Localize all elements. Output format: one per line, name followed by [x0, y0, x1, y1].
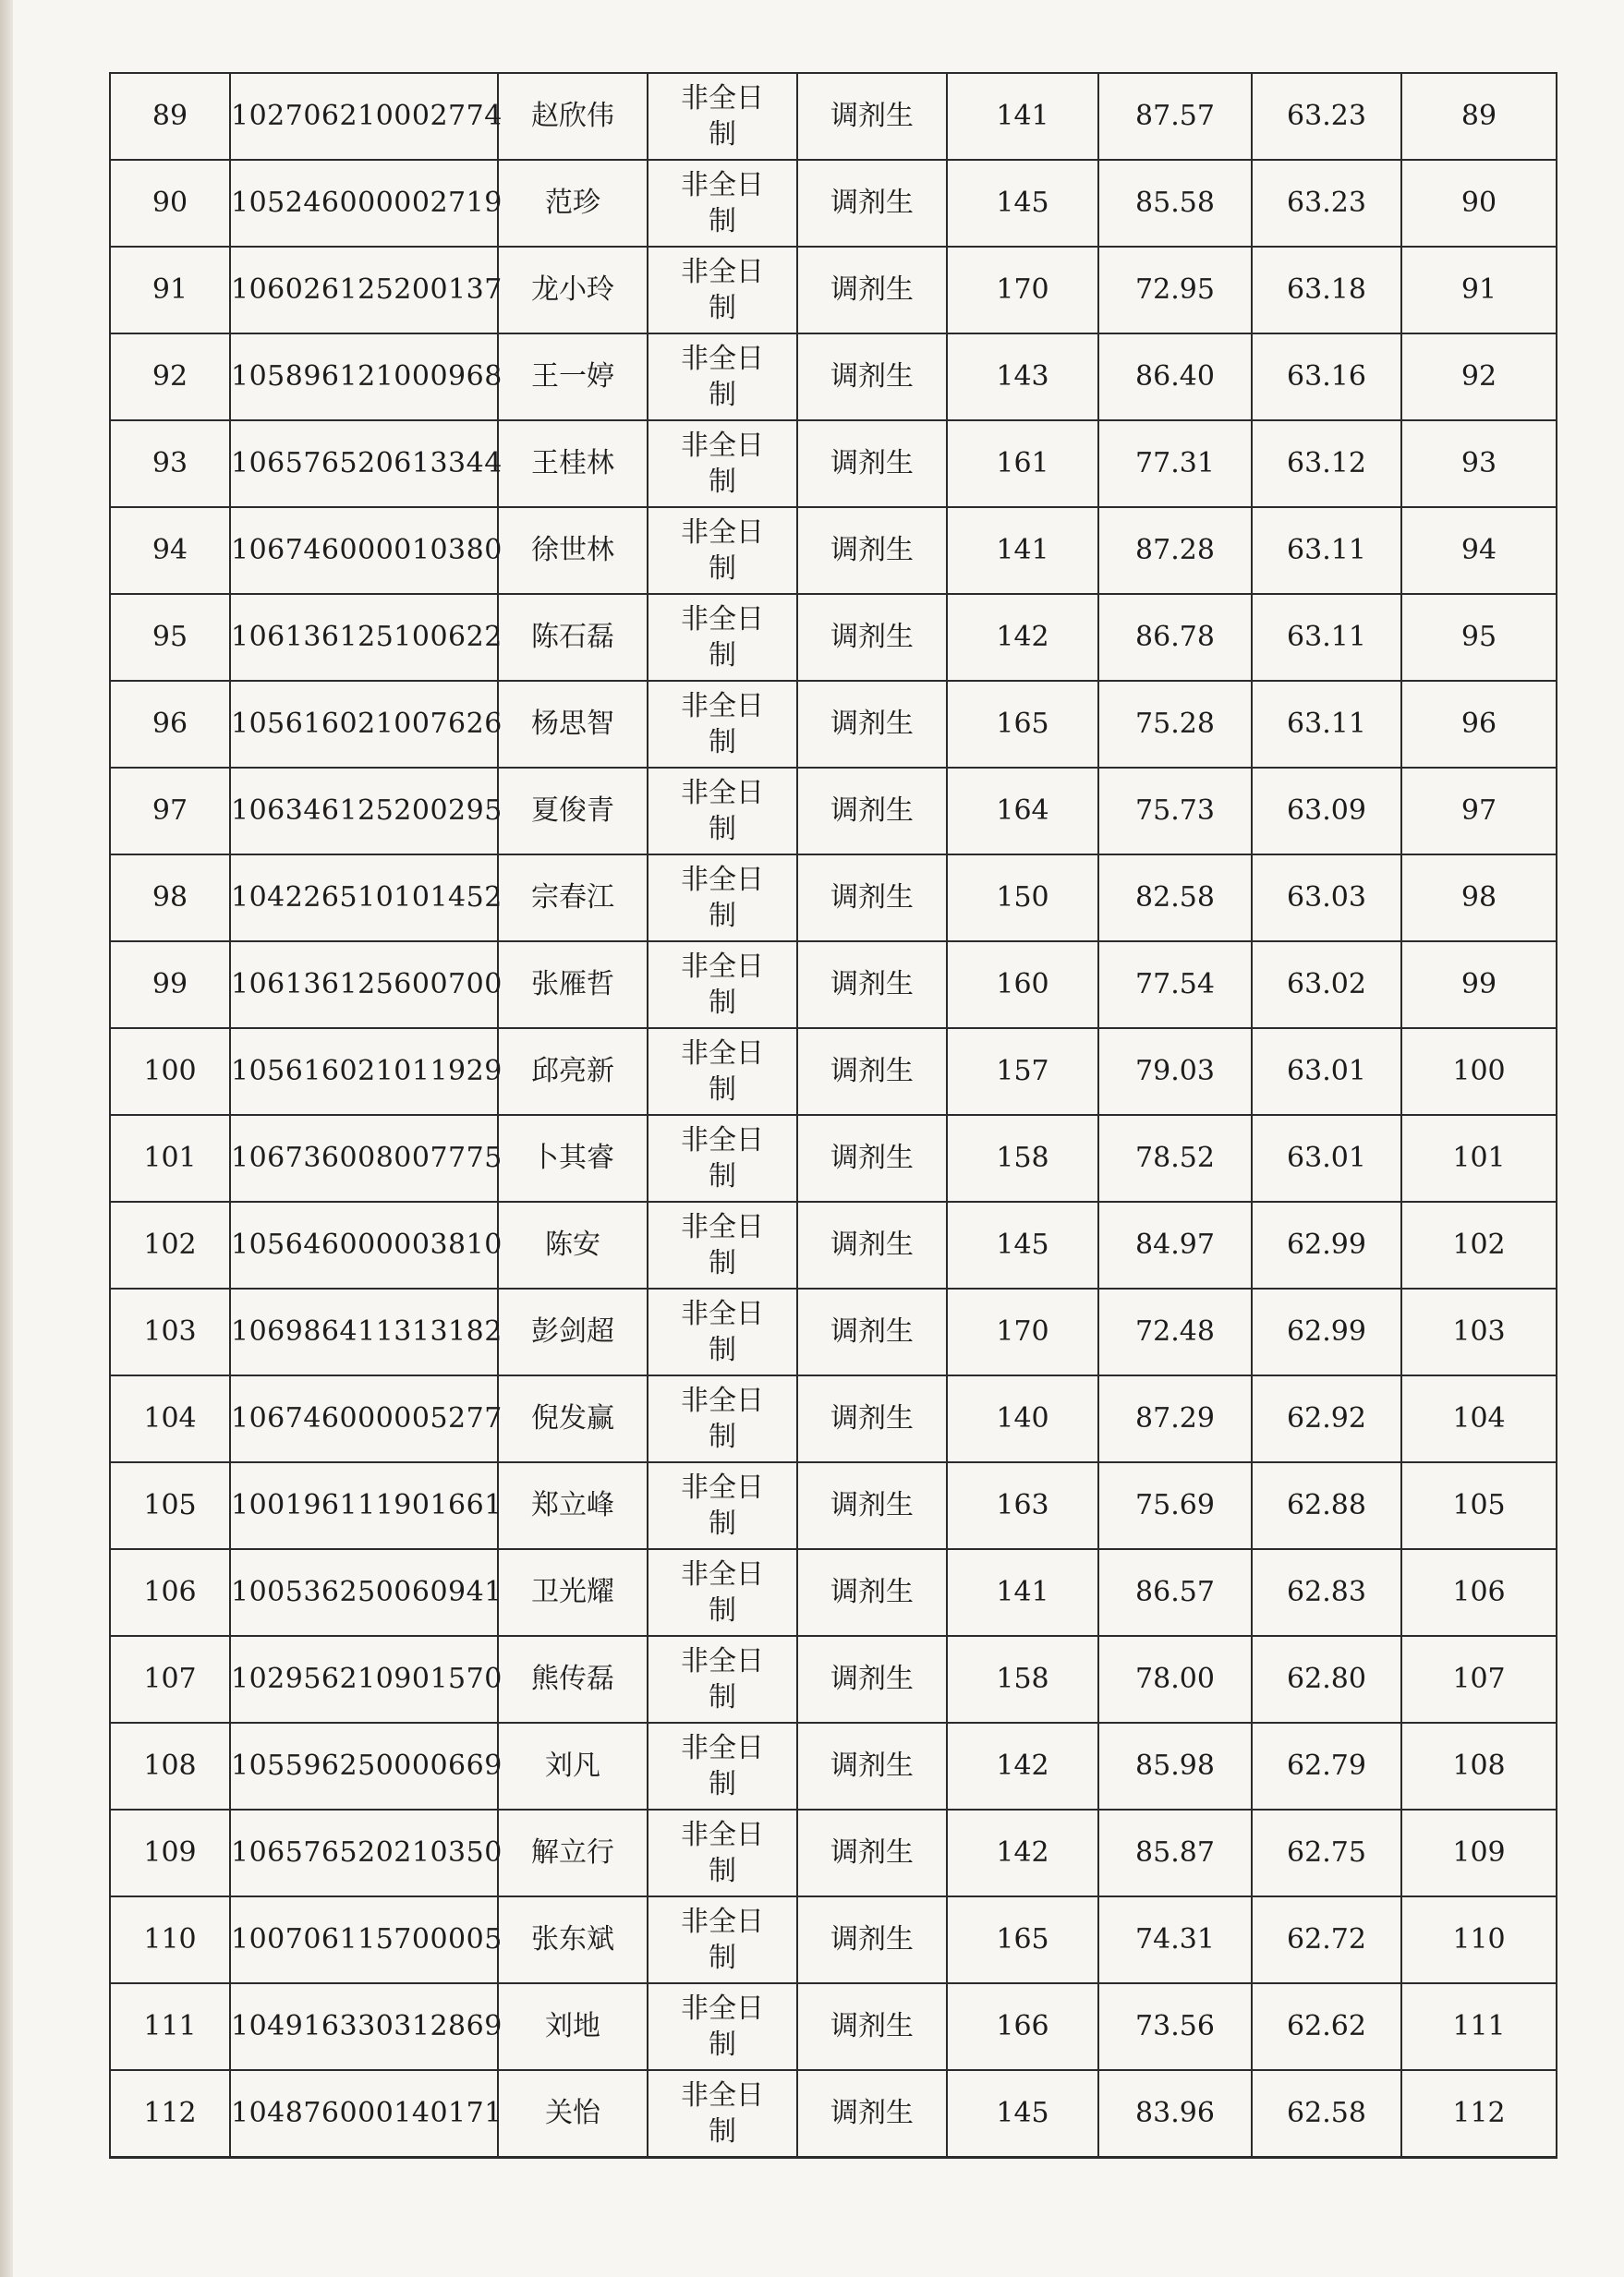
seq-cell: 112	[110, 2070, 230, 2158]
exam-id-cell: 106736008007775	[230, 1115, 498, 1202]
total-score-cell: 142	[947, 594, 1098, 681]
study-mode-line2: 制	[709, 2115, 736, 2148]
name-cell: 刘凡	[498, 1723, 648, 1810]
study-mode-line1: 非全日	[681, 864, 764, 896]
category-cell: 调剂生	[797, 1375, 947, 1462]
table-body	[110, 73, 1557, 2158]
category-cell: 调剂生	[797, 1549, 947, 1636]
total-score-cell: 158	[947, 1115, 1098, 1202]
study-mode-cell	[648, 1115, 797, 1202]
exam-id-cell: 105596250000669	[230, 1723, 498, 1810]
table-row	[110, 420, 1557, 507]
score-b-cell: 62.88	[1252, 1462, 1401, 1549]
exam-id-cell: 106026125200137	[230, 247, 498, 333]
seq-cell: 110	[110, 1896, 230, 1983]
seq-cell: 101	[110, 1115, 230, 1202]
seq-cell: 98	[110, 854, 230, 941]
score-b-cell: 62.79	[1252, 1723, 1401, 1810]
score-a-cell: 86.57	[1098, 1549, 1252, 1636]
study-mode-line1: 非全日	[681, 343, 764, 375]
study-mode-line2: 制	[709, 639, 736, 672]
score-b-cell: 63.01	[1252, 1028, 1401, 1115]
score-a-cell: 77.54	[1098, 941, 1252, 1028]
score-a-cell: 72.95	[1098, 247, 1252, 333]
table-row	[110, 1289, 1557, 1375]
rank-cell: 110	[1401, 1896, 1557, 1983]
total-score-cell: 170	[947, 247, 1098, 333]
rank-cell: 93	[1401, 420, 1557, 507]
rank-cell: 91	[1401, 247, 1557, 333]
score-b-cell: 62.83	[1252, 1549, 1401, 1636]
study-mode-line1: 非全日	[681, 1992, 764, 2025]
table-row	[110, 854, 1557, 941]
study-mode-cell	[648, 73, 797, 160]
total-score-cell: 165	[947, 1896, 1098, 1983]
study-mode-line2: 制	[709, 1160, 736, 1193]
name-cell: 熊传磊	[498, 1636, 648, 1723]
category-cell: 调剂生	[797, 1810, 947, 1896]
seq-cell: 111	[110, 1983, 230, 2070]
seq-cell: 92	[110, 333, 230, 420]
study-mode-cell	[648, 1289, 797, 1375]
score-a-cell: 82.58	[1098, 854, 1252, 941]
total-score-cell: 170	[947, 1289, 1098, 1375]
seq-cell: 107	[110, 1636, 230, 1723]
table-row	[110, 1983, 1557, 2070]
study-mode-line2: 制	[709, 1421, 736, 1453]
name-cell: 解立行	[498, 1810, 648, 1896]
rank-cell: 100	[1401, 1028, 1557, 1115]
name-cell: 杨思智	[498, 681, 648, 768]
study-mode-line1: 非全日	[681, 1732, 764, 1764]
exam-id-cell: 106746000005277	[230, 1375, 498, 1462]
table-row	[110, 160, 1557, 247]
total-score-cell: 140	[947, 1375, 1098, 1462]
score-a-cell: 73.56	[1098, 1983, 1252, 2070]
rank-cell: 109	[1401, 1810, 1557, 1896]
rank-cell: 95	[1401, 594, 1557, 681]
table-row	[110, 1549, 1557, 1636]
seq-cell: 91	[110, 247, 230, 333]
study-mode-line2: 制	[709, 1073, 736, 1106]
rank-cell: 108	[1401, 1723, 1557, 1810]
table-row	[110, 2070, 1557, 2158]
seq-cell: 103	[110, 1289, 230, 1375]
exam-id-cell: 100536250060941	[230, 1549, 498, 1636]
score-a-cell: 74.31	[1098, 1896, 1252, 1983]
study-mode-cell	[648, 507, 797, 594]
study-mode-line1: 非全日	[681, 169, 764, 201]
total-score-cell: 141	[947, 507, 1098, 594]
category-cell: 调剂生	[797, 594, 947, 681]
study-mode-line1: 非全日	[681, 603, 764, 636]
study-mode-cell	[648, 1810, 797, 1896]
score-b-cell: 62.58	[1252, 2070, 1401, 2158]
score-b-cell: 63.23	[1252, 160, 1401, 247]
study-mode-cell	[648, 1462, 797, 1549]
seq-cell: 104	[110, 1375, 230, 1462]
rank-cell: 105	[1401, 1462, 1557, 1549]
category-cell: 调剂生	[797, 73, 947, 160]
total-score-cell: 141	[947, 1549, 1098, 1636]
category-cell: 调剂生	[797, 1115, 947, 1202]
seq-cell: 89	[110, 73, 230, 160]
score-a-cell: 87.28	[1098, 507, 1252, 594]
table-row	[110, 333, 1557, 420]
score-b-cell: 63.18	[1252, 247, 1401, 333]
study-mode-line2: 制	[709, 205, 736, 237]
name-cell: 范珍	[498, 160, 648, 247]
seq-cell: 109	[110, 1810, 230, 1896]
score-b-cell: 62.62	[1252, 1983, 1401, 2070]
study-mode-line1: 非全日	[681, 1037, 764, 1070]
score-b-cell: 63.11	[1252, 681, 1401, 768]
page-binding-edge	[0, 0, 13, 2277]
study-mode-cell	[648, 1723, 797, 1810]
study-mode-line1: 非全日	[681, 1211, 764, 1243]
name-cell: 倪发赢	[498, 1375, 648, 1462]
table-row	[110, 1202, 1557, 1289]
total-score-cell: 165	[947, 681, 1098, 768]
study-mode-line2: 制	[709, 813, 736, 845]
study-mode-cell	[648, 1028, 797, 1115]
score-b-cell: 62.80	[1252, 1636, 1401, 1723]
category-cell: 调剂生	[797, 1896, 947, 1983]
name-cell: 刘地	[498, 1983, 648, 2070]
table-row	[110, 594, 1557, 681]
total-score-cell: 142	[947, 1810, 1098, 1896]
category-cell: 调剂生	[797, 1462, 947, 1549]
total-score-cell: 145	[947, 2070, 1098, 2158]
total-score-cell: 161	[947, 420, 1098, 507]
name-cell: 赵欣伟	[498, 73, 648, 160]
study-mode-line2: 制	[709, 1855, 736, 1887]
exam-id-cell: 100196111901661	[230, 1462, 498, 1549]
study-mode-cell	[648, 1202, 797, 1289]
study-mode-line2: 制	[709, 552, 736, 585]
name-cell: 卫光耀	[498, 1549, 648, 1636]
study-mode-cell	[648, 333, 797, 420]
name-cell: 宗春江	[498, 854, 648, 941]
study-mode-line2: 制	[709, 118, 736, 151]
rank-cell: 107	[1401, 1636, 1557, 1723]
total-score-cell: 164	[947, 768, 1098, 854]
rank-cell: 103	[1401, 1289, 1557, 1375]
study-mode-line2: 制	[709, 1508, 736, 1540]
category-cell: 调剂生	[797, 941, 947, 1028]
total-score-cell: 145	[947, 160, 1098, 247]
exam-id-cell: 105646000003810	[230, 1202, 498, 1289]
study-mode-cell	[648, 768, 797, 854]
name-cell: 王桂林	[498, 420, 648, 507]
table-row	[110, 507, 1557, 594]
study-mode-line1: 非全日	[681, 1645, 764, 1677]
study-mode-line2: 制	[709, 379, 736, 411]
category-cell: 调剂生	[797, 1636, 947, 1723]
score-b-cell: 62.99	[1252, 1202, 1401, 1289]
score-a-cell: 84.97	[1098, 1202, 1252, 1289]
seq-cell: 96	[110, 681, 230, 768]
seq-cell: 95	[110, 594, 230, 681]
table-row	[110, 1723, 1557, 1810]
score-a-cell: 86.40	[1098, 333, 1252, 420]
seq-cell: 94	[110, 507, 230, 594]
study-mode-line1: 非全日	[681, 1558, 764, 1591]
study-mode-line2: 制	[709, 1681, 736, 1714]
table-row	[110, 1462, 1557, 1549]
study-mode-cell	[648, 1896, 797, 1983]
study-mode-cell	[648, 941, 797, 1028]
study-mode-line1: 非全日	[681, 1124, 764, 1157]
exam-id-cell: 100706115700005	[230, 1896, 498, 1983]
rank-cell: 98	[1401, 854, 1557, 941]
exam-id-cell: 106746000010380	[230, 507, 498, 594]
name-cell: 邱亮新	[498, 1028, 648, 1115]
study-mode-line2: 制	[709, 1334, 736, 1366]
study-mode-line1: 非全日	[681, 1472, 764, 1504]
table-row	[110, 1810, 1557, 1896]
study-mode-cell	[648, 160, 797, 247]
study-mode-line1: 非全日	[681, 951, 764, 983]
total-score-cell: 160	[947, 941, 1098, 1028]
study-mode-cell	[648, 420, 797, 507]
exam-id-cell: 105896121000968	[230, 333, 498, 420]
exam-id-cell: 106576520210350	[230, 1810, 498, 1896]
study-mode-line1: 非全日	[681, 1298, 764, 1330]
rank-cell: 89	[1401, 73, 1557, 160]
score-b-cell: 62.75	[1252, 1810, 1401, 1896]
exam-id-cell: 106136125600700	[230, 941, 498, 1028]
score-a-cell: 72.48	[1098, 1289, 1252, 1375]
admission-score-table	[109, 72, 1557, 2159]
table-row	[110, 941, 1557, 1028]
score-b-cell: 62.99	[1252, 1289, 1401, 1375]
score-b-cell: 63.23	[1252, 73, 1401, 160]
rank-cell: 92	[1401, 333, 1557, 420]
score-a-cell: 77.31	[1098, 420, 1252, 507]
exam-id-cell: 106576520613344	[230, 420, 498, 507]
score-b-cell: 63.09	[1252, 768, 1401, 854]
seq-cell: 106	[110, 1549, 230, 1636]
score-b-cell: 63.11	[1252, 594, 1401, 681]
score-a-cell: 83.96	[1098, 2070, 1252, 2158]
name-cell: 陈石磊	[498, 594, 648, 681]
exam-id-cell: 106986411313182	[230, 1289, 498, 1375]
exam-id-cell: 106346125200295	[230, 768, 498, 854]
study-mode-line1: 非全日	[681, 777, 764, 809]
exam-id-cell: 105246000002719	[230, 160, 498, 247]
study-mode-cell	[648, 1375, 797, 1462]
rank-cell: 111	[1401, 1983, 1557, 2070]
category-cell: 调剂生	[797, 1983, 947, 2070]
study-mode-line1: 非全日	[681, 690, 764, 722]
study-mode-cell	[648, 854, 797, 941]
score-a-cell: 75.69	[1098, 1462, 1252, 1549]
score-b-cell: 63.11	[1252, 507, 1401, 594]
rank-cell: 101	[1401, 1115, 1557, 1202]
table-row	[110, 768, 1557, 854]
category-cell: 调剂生	[797, 1028, 947, 1115]
seq-cell: 97	[110, 768, 230, 854]
study-mode-line1: 非全日	[681, 516, 764, 549]
name-cell: 张东斌	[498, 1896, 648, 1983]
study-mode-cell	[648, 681, 797, 768]
seq-cell: 100	[110, 1028, 230, 1115]
name-cell: 夏俊青	[498, 768, 648, 854]
table-row	[110, 1896, 1557, 1983]
seq-cell: 105	[110, 1462, 230, 1549]
total-score-cell: 145	[947, 1202, 1098, 1289]
score-a-cell: 85.58	[1098, 160, 1252, 247]
rank-cell: 104	[1401, 1375, 1557, 1462]
rank-cell: 106	[1401, 1549, 1557, 1636]
score-a-cell: 78.52	[1098, 1115, 1252, 1202]
name-cell: 关怡	[498, 2070, 648, 2158]
study-mode-line2: 制	[709, 292, 736, 324]
exam-id-cell: 102706210002774	[230, 73, 498, 160]
study-mode-line2: 制	[709, 2029, 736, 2061]
rank-cell: 102	[1401, 1202, 1557, 1289]
rank-cell: 112	[1401, 2070, 1557, 2158]
name-cell: 张雁哲	[498, 941, 648, 1028]
study-mode-cell	[648, 1636, 797, 1723]
exam-id-cell: 102956210901570	[230, 1636, 498, 1723]
total-score-cell: 141	[947, 73, 1098, 160]
total-score-cell: 157	[947, 1028, 1098, 1115]
score-a-cell: 75.73	[1098, 768, 1252, 854]
score-a-cell: 78.00	[1098, 1636, 1252, 1723]
study-mode-line1: 非全日	[681, 1819, 764, 1851]
category-cell: 调剂生	[797, 333, 947, 420]
score-b-cell: 63.16	[1252, 333, 1401, 420]
study-mode-cell	[648, 1983, 797, 2070]
seq-cell: 108	[110, 1723, 230, 1810]
table-row	[110, 1636, 1557, 1723]
table-row	[110, 1028, 1557, 1115]
seq-cell: 99	[110, 941, 230, 1028]
name-cell: 龙小玲	[498, 247, 648, 333]
name-cell: 徐世林	[498, 507, 648, 594]
exam-id-cell: 104226510101452	[230, 854, 498, 941]
seq-cell: 102	[110, 1202, 230, 1289]
study-mode-line1: 非全日	[681, 82, 764, 115]
exam-id-cell: 104916330312869	[230, 1983, 498, 2070]
category-cell: 调剂生	[797, 1202, 947, 1289]
score-b-cell: 63.03	[1252, 854, 1401, 941]
study-mode-line2: 制	[709, 987, 736, 1019]
study-mode-line1: 非全日	[681, 1906, 764, 1938]
category-cell: 调剂生	[797, 1289, 947, 1375]
total-score-cell: 158	[947, 1636, 1098, 1723]
exam-id-cell: 105616021007626	[230, 681, 498, 768]
study-mode-line1: 非全日	[681, 1385, 764, 1417]
study-mode-line2: 制	[709, 1594, 736, 1627]
category-cell: 调剂生	[797, 420, 947, 507]
category-cell: 调剂生	[797, 247, 947, 333]
score-a-cell: 86.78	[1098, 594, 1252, 681]
score-a-cell: 85.98	[1098, 1723, 1252, 1810]
study-mode-line1: 非全日	[681, 256, 764, 288]
seq-cell: 93	[110, 420, 230, 507]
category-cell: 调剂生	[797, 1723, 947, 1810]
study-mode-line2: 制	[709, 900, 736, 932]
seq-cell: 90	[110, 160, 230, 247]
score-a-cell: 87.29	[1098, 1375, 1252, 1462]
category-cell: 调剂生	[797, 160, 947, 247]
rank-cell: 90	[1401, 160, 1557, 247]
name-cell: 王一婷	[498, 333, 648, 420]
total-score-cell: 142	[947, 1723, 1098, 1810]
study-mode-cell	[648, 1549, 797, 1636]
table-row	[110, 1115, 1557, 1202]
study-mode-line2: 制	[709, 1942, 736, 1974]
score-b-cell: 63.02	[1252, 941, 1401, 1028]
score-a-cell: 75.28	[1098, 681, 1252, 768]
rank-cell: 94	[1401, 507, 1557, 594]
study-mode-cell	[648, 2070, 797, 2158]
exam-id-cell: 105616021011929	[230, 1028, 498, 1115]
study-mode-line2: 制	[709, 1247, 736, 1279]
score-a-cell: 79.03	[1098, 1028, 1252, 1115]
name-cell: 郑立峰	[498, 1462, 648, 1549]
score-b-cell: 62.92	[1252, 1375, 1401, 1462]
total-score-cell: 143	[947, 333, 1098, 420]
score-b-cell: 63.12	[1252, 420, 1401, 507]
total-score-cell: 166	[947, 1983, 1098, 2070]
score-a-cell: 85.87	[1098, 1810, 1252, 1896]
name-cell: 彭剑超	[498, 1289, 648, 1375]
exam-id-cell: 106136125100622	[230, 594, 498, 681]
name-cell: 卜其睿	[498, 1115, 648, 1202]
exam-id-cell: 104876000140171	[230, 2070, 498, 2158]
table-row	[110, 681, 1557, 768]
study-mode-cell	[648, 594, 797, 681]
rank-cell: 99	[1401, 941, 1557, 1028]
category-cell: 调剂生	[797, 507, 947, 594]
rank-cell: 97	[1401, 768, 1557, 854]
study-mode-cell	[648, 247, 797, 333]
study-mode-line2: 制	[709, 1768, 736, 1800]
table-row	[110, 73, 1557, 160]
total-score-cell: 150	[947, 854, 1098, 941]
category-cell: 调剂生	[797, 854, 947, 941]
total-score-cell: 163	[947, 1462, 1098, 1549]
name-cell: 陈安	[498, 1202, 648, 1289]
study-mode-line1: 非全日	[681, 2079, 764, 2112]
score-b-cell: 63.01	[1252, 1115, 1401, 1202]
category-cell: 调剂生	[797, 768, 947, 854]
study-mode-line2: 制	[709, 466, 736, 498]
table-row	[110, 247, 1557, 333]
table-row	[110, 1375, 1557, 1462]
score-b-cell: 62.72	[1252, 1896, 1401, 1983]
rank-cell: 96	[1401, 681, 1557, 768]
score-a-cell: 87.57	[1098, 73, 1252, 160]
study-mode-line2: 制	[709, 726, 736, 758]
category-cell: 调剂生	[797, 681, 947, 768]
category-cell: 调剂生	[797, 2070, 947, 2158]
study-mode-line1: 非全日	[681, 430, 764, 462]
